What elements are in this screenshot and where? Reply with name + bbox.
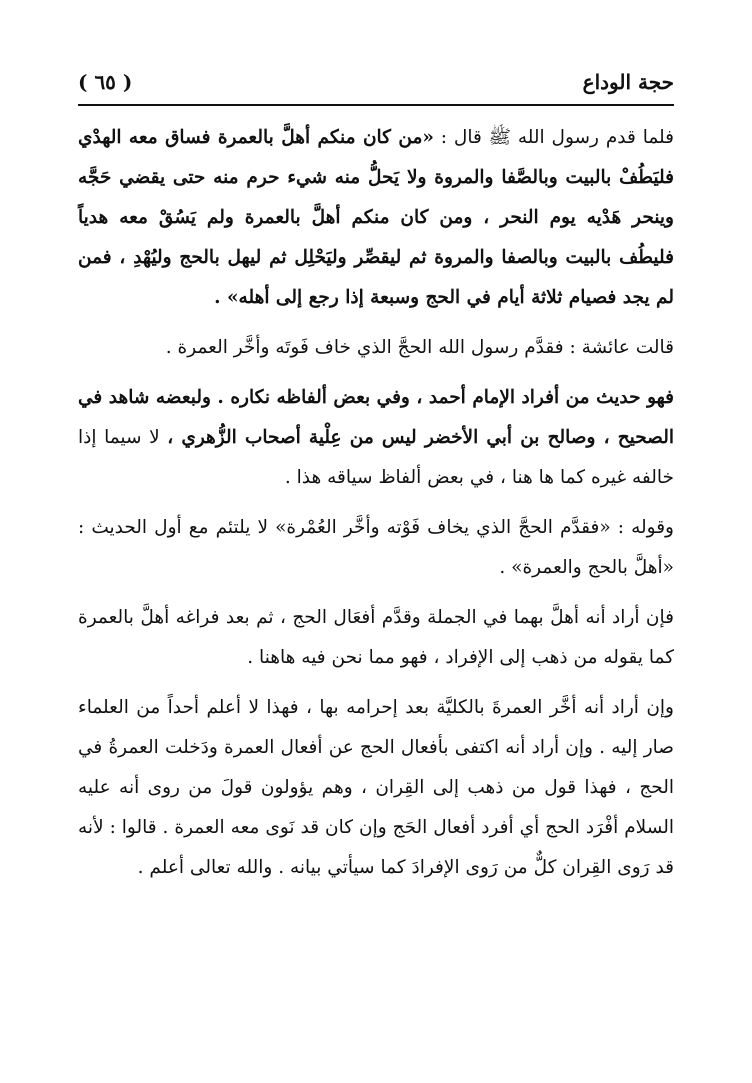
running-title: حجة الوداع xyxy=(582,70,674,94)
body-text xyxy=(78,118,674,898)
paragraph-if-meant-1: فإن أراد أنه أهلَّ بهما في الجملة وقدَّم أفعَال الحج ، ثم بعد فراغه أهلَّ بالعمرة كما يقوله من ذهب إلى الإفراد ، فهو مما نحن فيه هاهنا . xyxy=(78,607,674,668)
hadith-intro: فلما قدم رسول الله ﷺ قال : xyxy=(433,127,675,148)
page-header xyxy=(78,60,674,104)
grading-rest: لا سيما إذا خالفه غيره كما ها هنا ، في بعض ألفاظ سياقه هذا . xyxy=(78,427,674,488)
grading-bold: فهو حديث من أفراد الإمام أحمد ، وفي بعض ألفاظه نكاره . ولبعضه شاهد في الصحيح ، وصالح بن أبي الأخضر ليس من عِلْية أصحاب الزُّهري ، xyxy=(78,387,674,448)
paragraph-if-meant-2: وإن أراد أنه أخَّر العمرةَ بالكليَّة بعد إحرامه بها ، فهذا لا أعلم أحداً من العلماء صار إليه . وإن أراد أنه اكتفى بأفعال الحج عن أفعال العمرة ودَخلت العمرةُ في الحج ، فهذا قول من ذهب إلى القِران ، وهم يؤولون قولَ من روى أنه عليه السلام أفْرَد الحج أي أفرد أفعال الحَج وإن كان قد نَوى معه العمرة . قالوا : لأنه قد رَوى القِران كلٌّ من رَوى الإفرادَ كما سيأتي بيانه . والله تعالى أعلم . xyxy=(78,697,674,878)
paragraph-grading xyxy=(78,378,674,498)
paragraph-aisha: قالت عائشة : فقدَّم رسول الله الحجَّ الذي خاف فَوتَه وأخَّر العمرة . xyxy=(165,337,674,358)
header-rule xyxy=(78,104,674,106)
hadith-quote: «من كان منكم أهلَّ بالعمرة فساق معه الهدْي فليَطُفْ بالبيت وبالصَّفا والمروة ولا يَحلُّ منه شيء حرم منه حتى يقضي حَجَّه وينحر هَدْيه يوم النحر ، ومن كان منكم أهلَّ بالعمرة ولم يَسُقْ معه هدياً فليطُف بالبيت وبالصفا والمروة ثم ليقصِّر وليَحْلِل ثم ليهل بالحج وليُهْدِ ، فمن لم يجد فصيام ثلاثة أيام في الحج وسبعة إذا رجع إلى أهله» . xyxy=(78,127,674,308)
paragraph-hadith xyxy=(78,118,674,318)
paragraph-saying: وقوله : «فقدَّم الحجَّ الذي يخاف فَوْته وأخَّر العُمْرة» لا يلتئم مع أول الحديث : «أهلَّ بالحج والعمرة» . xyxy=(78,517,674,578)
page-number: ( ٦٥ ) xyxy=(78,70,133,94)
